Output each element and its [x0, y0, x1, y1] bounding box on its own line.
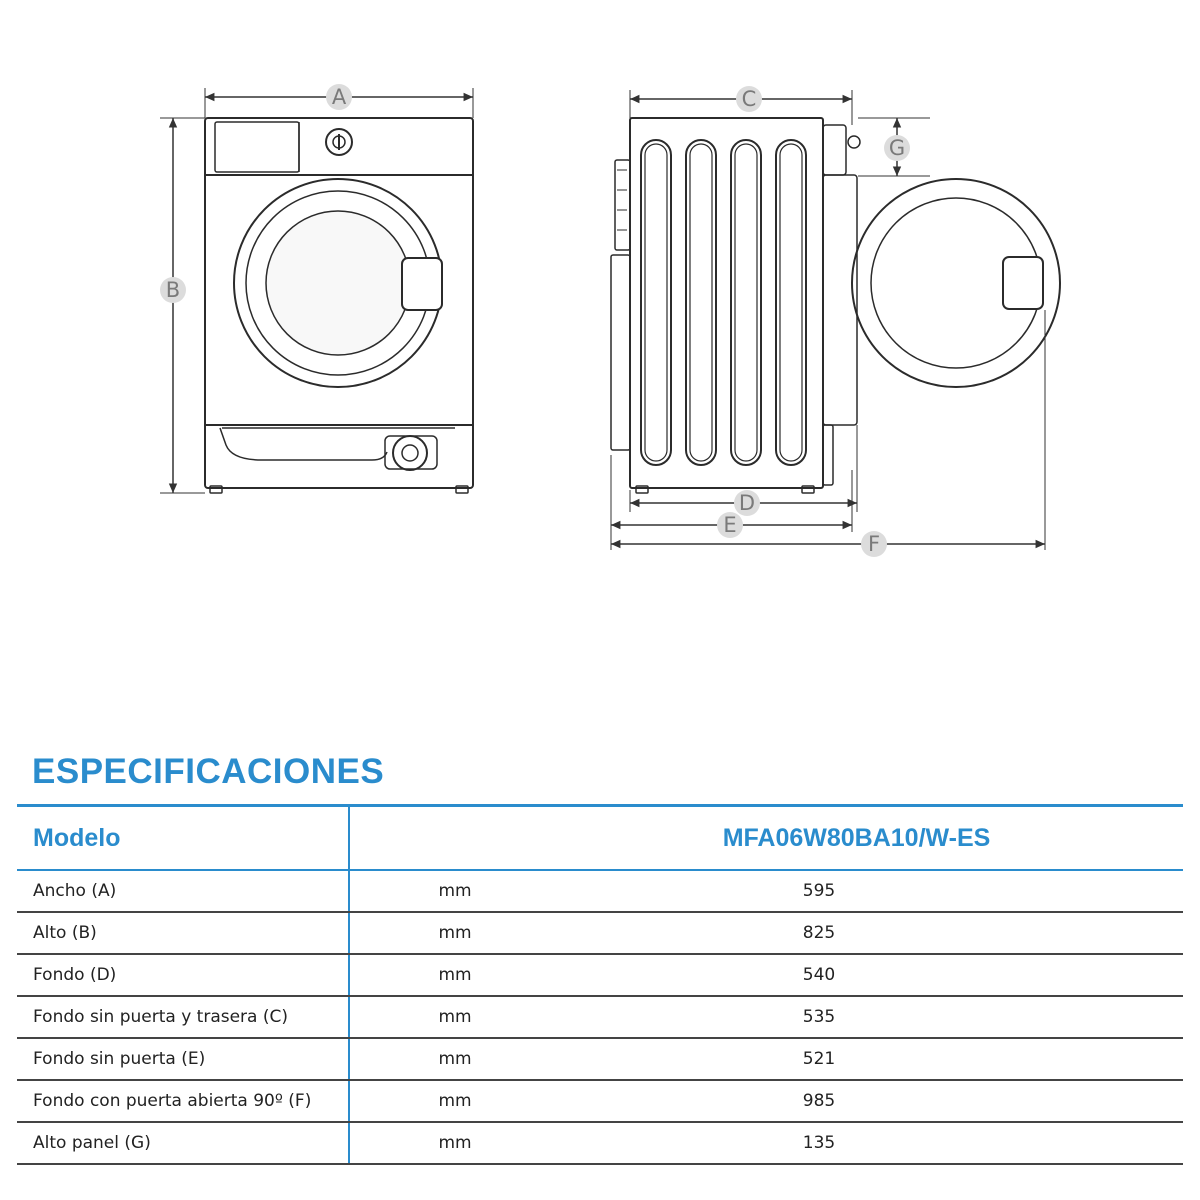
- badge-a-text: A: [331, 85, 347, 109]
- row-value: 135: [560, 1122, 1183, 1164]
- table-row: [17, 954, 1183, 996]
- row-label: Fondo sin puerta y trasera (C): [17, 996, 349, 1038]
- row-unit: mm: [349, 1080, 560, 1122]
- row-label: Alto panel (G): [17, 1122, 349, 1164]
- badge-g: [884, 135, 910, 161]
- badge-c-text: C: [741, 87, 757, 111]
- row-value: 985: [560, 1080, 1183, 1122]
- badge-d: [734, 490, 760, 516]
- model-label: Modelo: [17, 806, 349, 871]
- table-row: [17, 1122, 1183, 1164]
- table-row: [17, 1080, 1183, 1122]
- badge-d-text: D: [738, 491, 756, 515]
- badge-b: [160, 277, 186, 303]
- row-unit: mm: [349, 1122, 560, 1164]
- badge-e: [717, 512, 743, 538]
- row-label: Ancho (A): [17, 870, 349, 912]
- row-value: 521: [560, 1038, 1183, 1080]
- row-unit: mm: [349, 954, 560, 996]
- model-unit-spacer: [349, 806, 560, 871]
- badge-b-text: B: [165, 278, 181, 302]
- row-unit: mm: [349, 870, 560, 912]
- row-label: Fondo con puerta abierta 90º (F): [17, 1080, 349, 1122]
- row-value: 540: [560, 954, 1183, 996]
- table-row: [17, 870, 1183, 912]
- badge-c: [736, 86, 762, 112]
- front-view: [205, 118, 473, 493]
- row-label: Alto (B): [17, 912, 349, 954]
- table-row: [17, 912, 1183, 954]
- side-view: [611, 118, 1060, 493]
- row-label: Fondo sin puerta (E): [17, 1038, 349, 1080]
- specs-header-row: [17, 806, 1183, 871]
- model-value: MFA06W80BA10/W-ES: [560, 806, 1183, 871]
- row-unit: mm: [349, 1038, 560, 1080]
- row-label: Fondo (D): [17, 954, 349, 996]
- badge-f: [861, 531, 887, 557]
- row-unit: mm: [349, 912, 560, 954]
- row-value: 825: [560, 912, 1183, 954]
- badge-a: [326, 84, 352, 110]
- badge-e-text: E: [723, 513, 737, 537]
- table-row: [17, 996, 1183, 1038]
- specs-title: ESPECIFICACIONES: [32, 752, 385, 791]
- specs-table: [17, 804, 1183, 1165]
- row-value: 595: [560, 870, 1183, 912]
- row-value: 535: [560, 996, 1183, 1038]
- badge-g-text: G: [888, 136, 906, 160]
- row-unit: mm: [349, 996, 560, 1038]
- table-row: [17, 1038, 1183, 1080]
- badge-f-text: F: [867, 532, 881, 556]
